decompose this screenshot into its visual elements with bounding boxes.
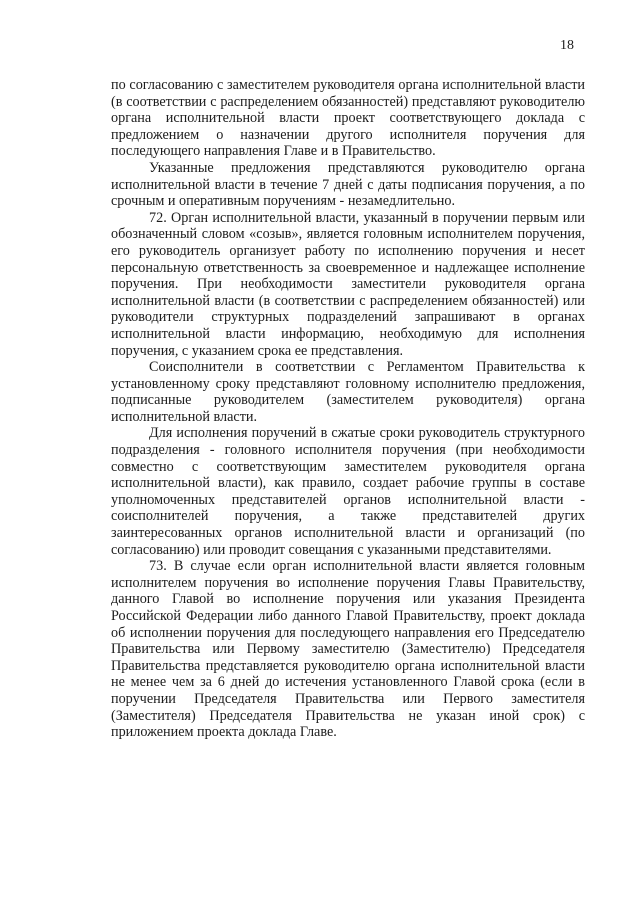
paragraph-continuation: по согласованию с заместителем руководителя органа исполнительной власти (в соответствии с распределением обязанностей) представляют руководителю органа исполнительной власти проект соответствующего доклада с предложением о назначении другого исполнителя поручения для последующего направления Главе и в Правительство. [111, 77, 585, 160]
document-body [111, 77, 585, 741]
paragraph-working-groups: Для исполнения поручений в сжатые сроки руководитель структурного подразделения - головного исполнителя поручения (при необходимости совместно с соответствующим заместителем руководителя органа исполнительной власти), как правило, создает рабочие группы в составе уполномоченных представителей органов исполнительной власти - соисполнителей поручения, а также представителей других заинтересованных органов исполнительной власти и организаций (по согласованию) или проводит совещания с указанными представителями. [111, 425, 585, 558]
paragraph-72-lead-executor: 72. Орган исполнительной власти, указанный в поручении первым или обозначенный словом «созыв», является головным исполнителем поручения, его руководитель организует работу по исполнению поручения и несет персональную ответственность за своевременное и надлежащее исполнение поручения. При необходимости заместители руководителя органа исполнительной власти (в соответствии с распределением обязанностей) или руководители структурных подразделений запрашивают в органах исполнительной власти информацию, необходимую для исполнения поручения, с указанием срока ее представления. [111, 209, 585, 359]
paragraph-proposals-deadline: Указанные предложения представляются руководителю органа исполнительной власти в течение 7 дней с даты подписания поручения, а по срочным и оперативным поручениям - незамедлительно. [111, 159, 585, 210]
paragraph-73-report-draft: 73. В случае если орган исполнительной власти является головным исполнителем поручения во исполнение поручения Главы Правительству, данного Главой во исполнение поручения или указания Президента Российской Федерации либо данного Главой Правительству, проект доклада об исполнении поручения для последующего направления его Председателю Правительства или Первому заместителю (Заместителю) Председателя Правительства представляется руководителю органа исполнительной власти не менее чем за 6 дней до истечения установленного Главой срока (если в поручении Председателя Правительства или Первого заместителя (Заместителя) Председателя Правительства не указан иной срок) с приложением проекта доклада Главе. [111, 558, 585, 741]
page-number: 18 [560, 38, 574, 53]
paragraph-co-executors: Соисполнители в соответствии с Регламентом Правительства к установленному сроку представляют головному исполнителю предложения, подписанные руководителем (заместителем руководителя) органа исполнительной власти. [111, 359, 585, 425]
